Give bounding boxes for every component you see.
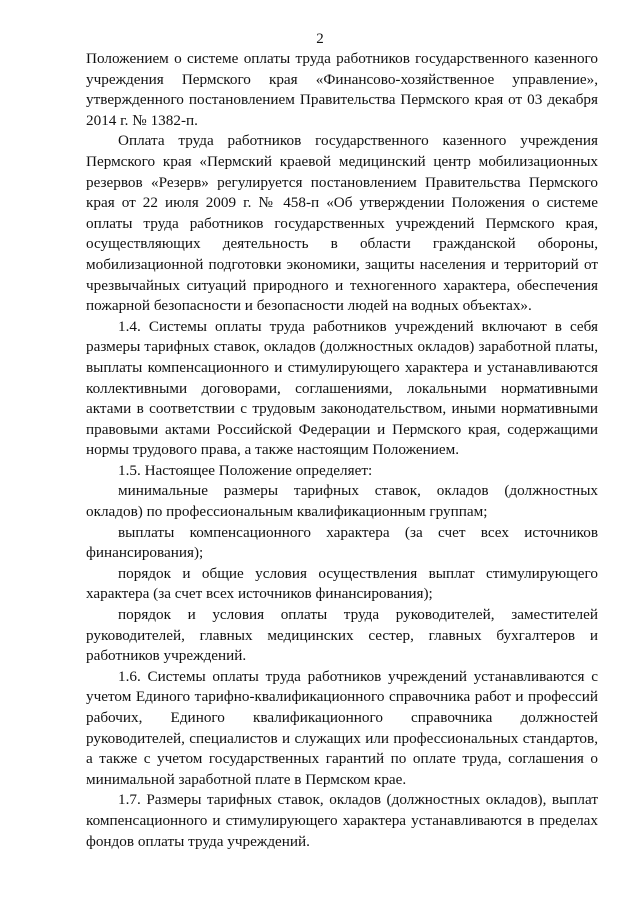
paragraph-4: 1.5. Настоящее Положение определяет: — [118, 461, 373, 479]
paragraph-7: порядок и общие условия осуществления выплат стимулирующего характера (за счет всех источников финансирования); — [86, 564, 598, 603]
paragraph-6: выплаты компенсационного характера (за счет всех источников финансирования); — [86, 523, 598, 562]
paragraph-2: Оплата труда работников государственного казенного учреждения Пермского края «Пермский краевой медицинский центр мобилизационных резервов «Резерв» регулируется постановлением Правительства Пермского края от 22 июля 2009 г. № 458-п «Об утверждении Положения о системе оплаты труда работников государственных учреждений Пермского края, осуществляющих деятельность в области гражданской обороны, мобилизационной подготовки экономики, защиты населения и территорий от чрезвычайных ситуаций природного и техногенного характера, обеспечения пожарной безопасности и безопасности людей на водных объектах». — [86, 132, 598, 315]
paragraph-10: 1.7. Размеры тарифных ставок, окладов (должностных окладов), выплат компенсационного и стимулирующего характера устанавливаются в пределах фондов оплаты труда учреждений. — [86, 791, 598, 850]
paragraph-5: минимальные размеры тарифных ставок, окладов (должностных окладов) по профессиональным квалификационным группам; — [86, 482, 598, 521]
paragraph-1: Положением о системе оплаты труда работников государственного казенного учреждения Пермского края «Финансово-хозяйственное управление», утвержденного постановлением Правительства Пермского края от 03 декабря 2014 г. № 1382-п. — [86, 50, 598, 129]
document-body — [86, 49, 598, 852]
paragraph-3: 1.4. Системы оплаты труда работников учреждений включают в себя размеры тарифных ставок, окладов (должностных окладов) заработной платы, выплаты компенсационного и стимулирующего характера и устанавливаются коллективными договорами, соглашениями, локальными нормативными актами в соответствии с трудовым законодательством, иными нормативными правовыми актами Российской Федерации и Пермского края, содержащими нормы трудового права, а также настоящим Положением. — [86, 317, 598, 459]
paragraph-9: 1.6. Системы оплаты труда работников учреждений устанавливаются с учетом Единого тарифно-квалификационного справочника работ и профессий рабочих, Единого квалификационного справочника должностей руководителей, специалистов и служащих или профессиональных стандартов, а также с учетом государственных гарантий по оплате труда, соглашения о минимальной заработной плате в Пермском крае. — [86, 667, 598, 788]
paragraph-8: порядок и условия оплаты труда руководителей, заместителей руководителей, главных медицинских сестер, главных бухгалтеров и работников учреждений. — [86, 606, 598, 665]
page-number: 2 — [316, 31, 324, 47]
